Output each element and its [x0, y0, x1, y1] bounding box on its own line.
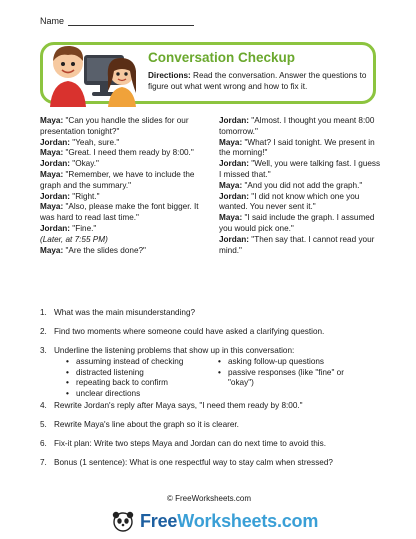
- dialog-line: Jordan: "I did not know which one you wanted. You never sent it.": [219, 191, 360, 212]
- question-item: 4. Rewrite Jordan's reply after Maya says, "I need them ready by 8:00.": [40, 401, 303, 410]
- dialog-line: Maya: "Are the slides done?": [40, 245, 146, 255]
- list-item[interactable]: • assuming instead of checking: [66, 357, 184, 366]
- listening-problems-list: [66, 357, 380, 399]
- brand-wordmark: FreeWorksheets.com: [140, 510, 319, 531]
- dialog-column-left: [40, 116, 206, 256]
- dialog-line: Jordan: "Fine.": [40, 223, 97, 233]
- dialog-line: Jordan: "Almost. I thought you meant 8:00 tomorrow.": [219, 116, 375, 136]
- dialog-line: Jordan: "Right.": [40, 191, 100, 201]
- questions-list: [40, 308, 380, 467]
- dialog-line: Maya: "I said include the graph. I assumed you would pick one.": [219, 213, 375, 233]
- dialog-line: Jordan: "Okay.": [40, 159, 99, 169]
- dialog-stage-note: (Later, at 7:55 PM): [40, 234, 108, 244]
- dialog-line: Maya: "Also, please make the font bigger. It was hard to read last time.": [40, 202, 199, 223]
- panda-icon: [110, 510, 136, 532]
- dialog-line: Maya: "What? I said tonight. We present in the morning!": [219, 137, 375, 158]
- question-item: 1. What was the main misunderstanding?: [40, 308, 196, 317]
- directions-label: Directions:: [148, 71, 191, 80]
- dialog-column-right: [219, 116, 381, 256]
- brand-logo[interactable]: [110, 510, 318, 532]
- name-line[interactable]: [68, 17, 194, 26]
- list-item[interactable]: • asking follow-up questions: [218, 357, 325, 366]
- dialog-line: Maya: "And you did not add the graph.": [219, 180, 363, 190]
- question-item: 3. Underline the listening problems that show up in this conversation:: [40, 346, 295, 355]
- list-item[interactable]: • distracted listening: [66, 367, 144, 377]
- dialog-line: Maya: "Great. I need them ready by 8:00.": [40, 148, 194, 158]
- dialog-line: Jordan: "Yeah, sure.": [40, 137, 120, 147]
- question-item: 2. Find two moments where someone could have asked a clarifying question.: [40, 327, 325, 336]
- footer-url[interactable]: © FreeWorksheets.com: [167, 494, 251, 503]
- name-label: Name: [40, 16, 65, 26]
- dialog-line: Jordan: "Well, you were talking fast. I guess I missed that.": [219, 159, 381, 179]
- page-title: Conversation Checkup: [148, 50, 296, 65]
- list-item[interactable]: • unclear directions: [66, 388, 141, 398]
- list-item[interactable]: • repeating back to confirm: [66, 378, 168, 387]
- question-item: 5. Rewrite Maya's line about the graph so it is clearer.: [40, 420, 239, 429]
- question-item: 7. Bonus (1 sentence): What is one respectful way to stay calm when stressed?: [40, 458, 333, 467]
- list-item[interactable]: • passive responses (like "fine" or "okay"): [218, 367, 344, 387]
- name-field: [40, 16, 194, 26]
- dialog-line: Maya: "Remember, we have to include the graph and the summary.": [40, 169, 195, 190]
- dialog-line: Maya: "Can you handle the slides for our presentation tonight?": [40, 116, 189, 136]
- kids-at-computer-illustration: [44, 33, 136, 107]
- directions: [148, 70, 370, 92]
- directions-text: Read the conversation. Answer the questions to figure out what went wrong and how to fix it.: [148, 71, 367, 91]
- question-item: 6. Fix-it plan: Write two steps Maya and Jordan can do next time to avoid this.: [40, 439, 326, 448]
- dialog-line: Jordan: "Then say that. I cannot read your mind.": [219, 234, 375, 255]
